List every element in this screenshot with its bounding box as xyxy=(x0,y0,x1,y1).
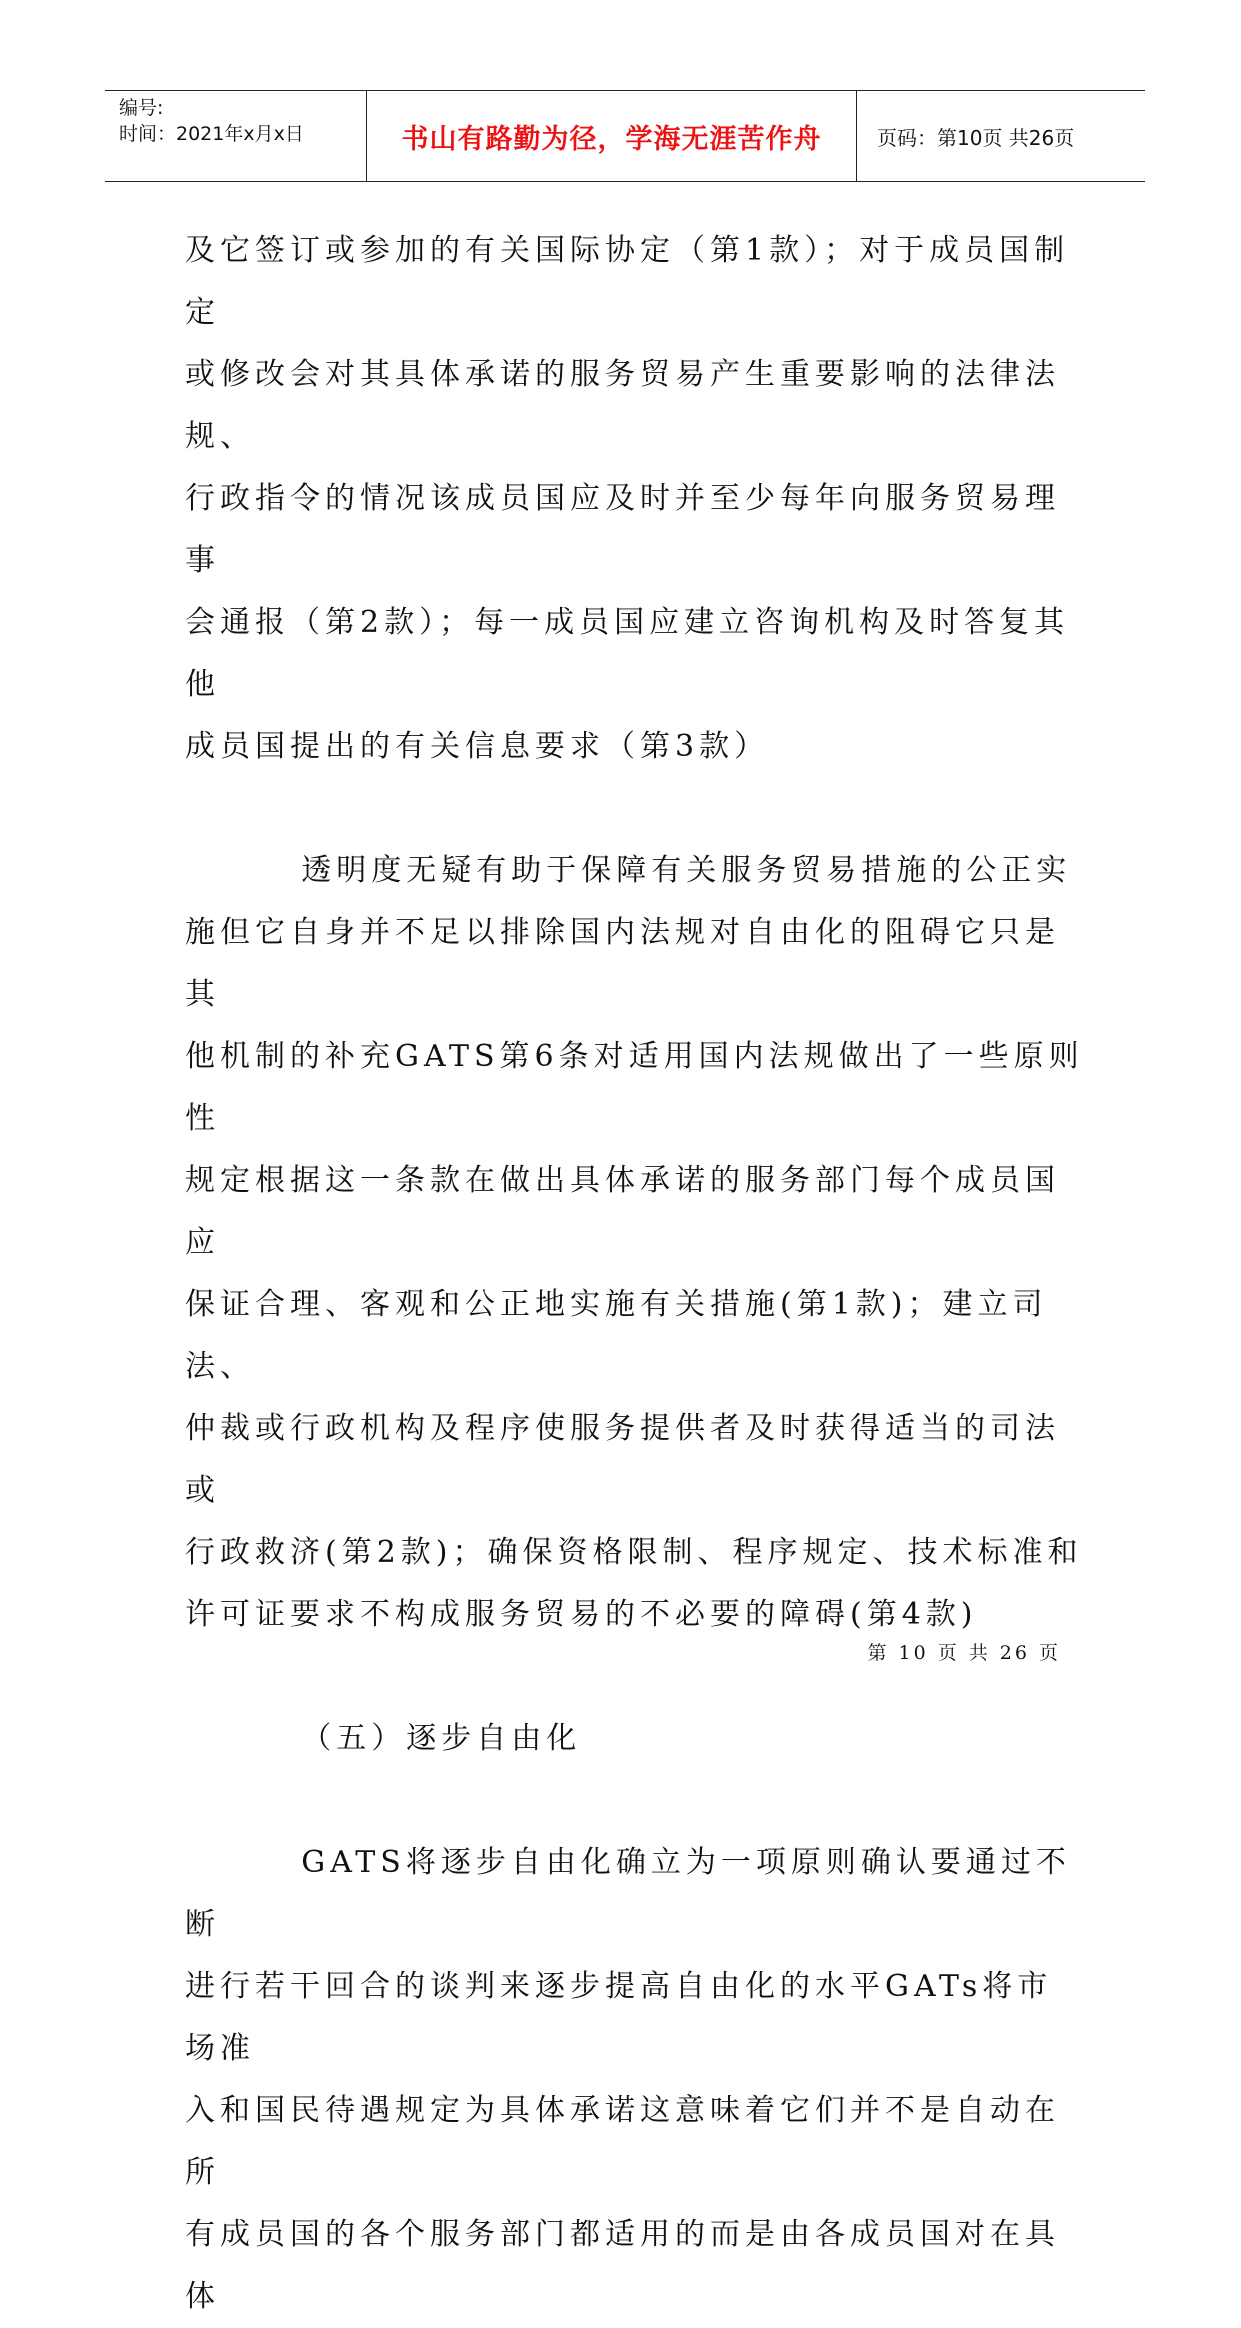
text-line: 会通报（第2款）；每一成员国应建立咨询机构及时答复其他 xyxy=(185,605,1070,702)
text-line: 透明度无疑有助于保障有关服务贸易措施的公正实 xyxy=(185,853,1072,888)
text-line: 许可证要求不构成服务贸易的不必要的障碍(第4款) xyxy=(185,1597,978,1632)
paragraph-1 xyxy=(185,220,1085,778)
paragraph-3 xyxy=(185,1832,1085,2328)
text-line: 他机制的补充GATS第6条对适用国内法规做出了一些原则性 xyxy=(185,1039,1084,1136)
text-line: 及它签订或参加的有关国际协定（第1款）；对于成员国制定 xyxy=(185,233,1070,330)
header-page-number: 页码：第10页 共26页 xyxy=(877,125,1075,150)
header-motto: 书山有路勤为径，学海无涯苦作舟 xyxy=(367,91,857,181)
text-line: 施但它自身并不足以排除国内法规对自由化的阻碍它只是其 xyxy=(185,915,1060,1012)
text-line: 规定根据这一条款在做出具体承诺的服务部门每个成员国应 xyxy=(185,1163,1060,1260)
text-line: 入和国民待遇规定为具体承诺这意味着它们并不是自动在所 xyxy=(185,2093,1060,2190)
text-line: 或修改会对其具体承诺的服务贸易产生重要影响的法律法规、 xyxy=(185,357,1060,454)
doc-time-label: 时间：2021年x月x日 xyxy=(119,123,304,145)
text-line: 仲裁或行政机构及程序使服务提供者及时获得适当的司法或 xyxy=(185,1411,1060,1508)
document-body xyxy=(185,220,1085,2328)
page-footer: 第 10 页 共 26 页 xyxy=(867,1642,1061,1664)
text-line: 有成员国的各个服务部门都适用的而是由各成员国对在具体 xyxy=(185,2217,1060,2314)
text-line: 保证合理、客观和公正地实施有关措施(第1款)；建立司法、 xyxy=(185,1287,1048,1384)
doc-number-label: 编号: xyxy=(119,97,164,119)
section-heading: （五）逐步自由化 xyxy=(185,1721,582,1756)
paragraph-2 xyxy=(185,840,1085,1646)
text-line: 行政指令的情况该成员国应及时并至少每年向服务贸易理事 xyxy=(185,481,1060,578)
paragraph-gap xyxy=(185,1770,1085,1832)
text-line: 成员国提出的有关信息要求（第3款） xyxy=(185,729,770,764)
text-line: 行政救济(第2款)；确保资格限制、程序规定、技术标准和 xyxy=(185,1535,1083,1570)
text-line: GATS将逐步自由化确立为一项原则确认要通过不断 xyxy=(185,1845,1071,1942)
text-line: 进行若干回合的谈判来逐步提高自由化的水平GATs将市场准 xyxy=(185,1969,1053,2066)
header-meta xyxy=(105,91,367,181)
page-header xyxy=(105,90,1145,182)
paragraph-gap xyxy=(185,778,1085,840)
